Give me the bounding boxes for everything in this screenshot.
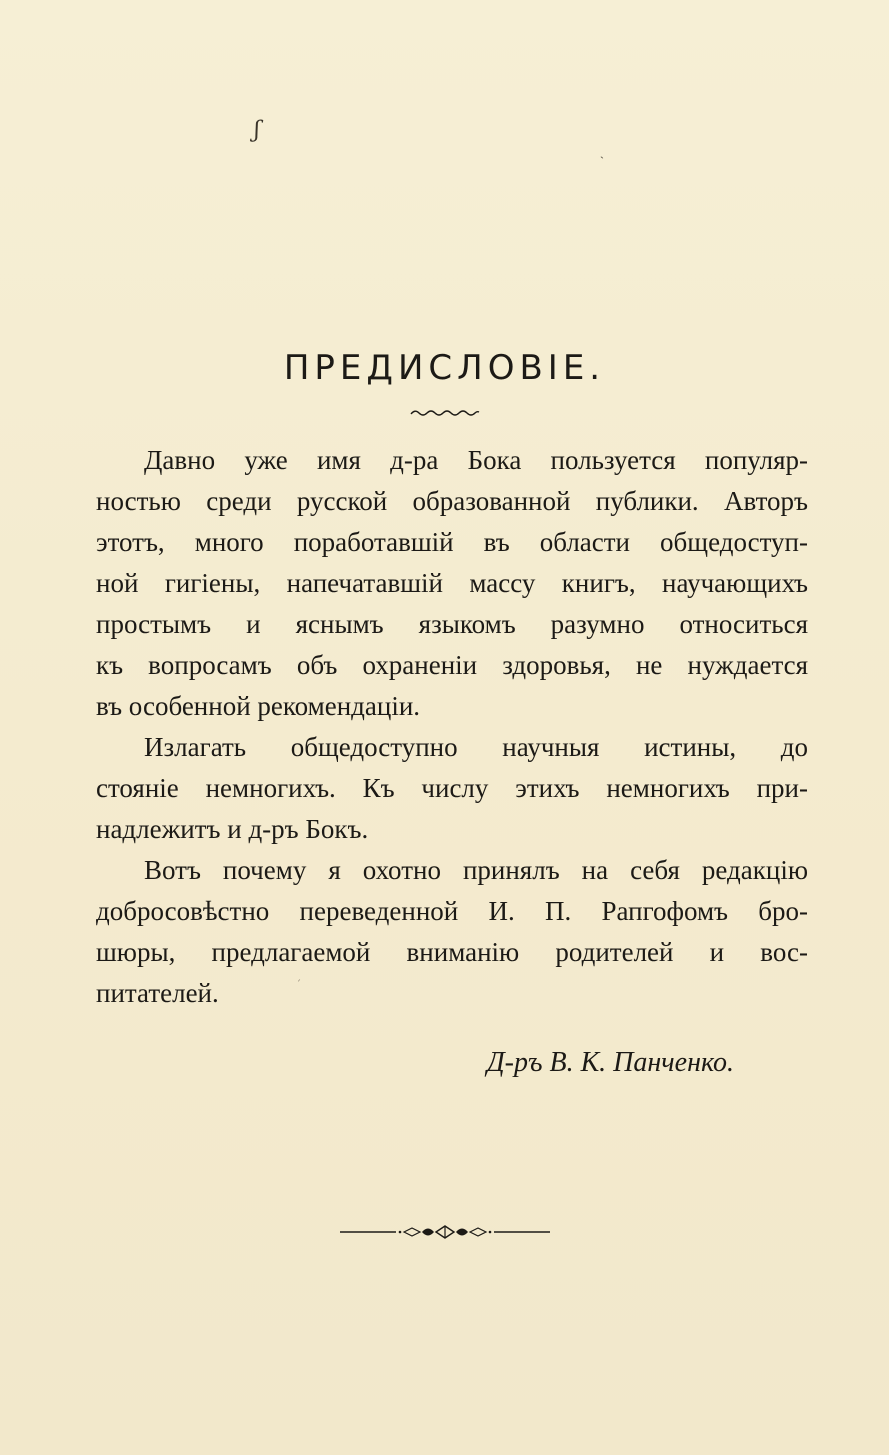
ink-mark: ʃ [254,118,260,143]
paragraph-2 [96,727,808,850]
text-line: питателей. [96,978,219,1008]
text-line: Давно уже имя д-ра Бока пользуется популяр- [144,445,808,475]
text-line: Излагать общедоступно научныя истины, до [144,732,808,762]
text-line: къ вопросамъ объ охраненіи здоровья, не нуждается [96,650,808,680]
paragraph-3 [96,850,808,1014]
text-line: добросовѣстно переведенной И. П. Рапгофомъ бро- [96,896,808,926]
ink-mark: ˎ [600,145,604,159]
text-line: шюры, предлагаемой вниманію родителей и вос- [96,937,808,967]
text-line: ностью среди русской образованной публики. Авторъ [96,486,808,516]
text-line: ной гигіены, напечатавшій массу книгъ, научающихъ [96,568,808,598]
title-flourish-ornament [0,404,889,423]
text-line: стояніе немногихъ. Къ числу этихъ немногихъ при- [96,773,808,803]
preface-body [96,440,808,1014]
text-line: простымъ и яснымъ языкомъ разумно относиться [96,609,808,639]
paragraph-1 [96,440,808,727]
text-line: въ особенной рекомендаціи. [96,691,421,721]
end-ornament [0,1222,889,1246]
text-line: надлежитъ и д-ръ Бокъ. [96,814,369,844]
page-title: ПРЕДИСЛОВІЕ. [283,348,606,388]
text-line: этотъ, много поработавшій въ области общедоступ- [96,527,808,557]
text-line: Вотъ почему я охотно принялъ на себя редакцію [144,855,808,885]
author-signature: Д-ръ В. К. Панченко. [486,1047,734,1078]
ink-mark: ˊ [296,980,301,991]
